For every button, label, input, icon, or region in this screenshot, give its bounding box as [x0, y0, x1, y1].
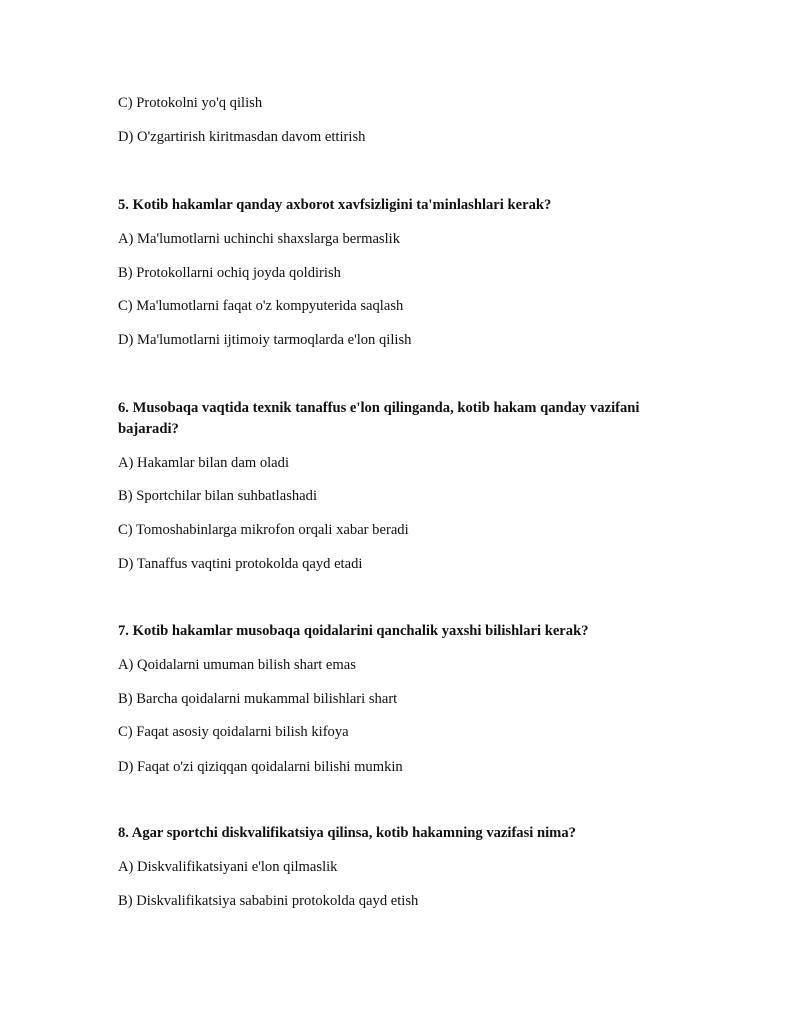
q6-option-c: C) Tomoshabinlarga mikrofon orqali xabar beradi: [118, 522, 409, 538]
q6-option-a: A) Hakamlar bilan dam oladi: [118, 455, 290, 471]
q7-option-d: D) Faqat o'zi qiziqqan qoidalarni bilishi mumkin: [118, 759, 403, 775]
q6-option-d: D) Tanaffus vaqtini protokolda qayd etadi: [118, 556, 363, 572]
q5-question: 5. Kotib hakamlar qanday axborot xavfsizligini ta'minlashlari kerak?: [118, 197, 552, 213]
q5-option-c: C) Ma'lumotlarni faqat o'z kompyuterida saqlash: [118, 298, 404, 314]
q8-option-b: B) Diskvalifikatsiya sababini protokolda qayd etish: [118, 893, 419, 909]
q5-option-d: D) Ma'lumotlarni ijtimoiy tarmoqlarda e'lon qilish: [118, 332, 412, 348]
q7-option-b: B) Barcha qoidalarni mukammal bilishlari shart: [118, 691, 398, 707]
q4-option-d: D) O'zgartirish kiritmasdan davom ettirish: [118, 129, 366, 145]
q6-option-b: B) Sportchilar bilan suhbatlashadi: [118, 488, 318, 504]
q7-question: 7. Kotib hakamlar musobaqa qoidalarini qanchalik yaxshi bilishlari kerak?: [118, 623, 589, 639]
q5-option-a: A) Ma'lumotlarni uchinchi shaxslarga bermaslik: [118, 231, 401, 247]
q8-question: 8. Agar sportchi diskvalifikatsiya qilinsa, kotib hakamning vazifasi nima?: [118, 825, 576, 841]
q5-option-b: B) Protokollarni ochiq joyda qoldirish: [118, 265, 341, 281]
q7-option-a: A) Qoidalarni umuman bilish shart emas: [118, 657, 356, 673]
q4-option-c: C) Protokolni yo'q qilish: [118, 95, 263, 111]
q8-option-a: A) Diskvalifikatsiyani e'lon qilmaslik: [118, 859, 338, 875]
q7-option-c: C) Faqat asosiy qoidalarni bilish kifoya: [118, 724, 349, 740]
q6-question: 6. Musobaqa vaqtida texnik tanaffus e'lon qilinganda, kotib hakam qanday vazifani bajaradi?: [118, 400, 640, 437]
